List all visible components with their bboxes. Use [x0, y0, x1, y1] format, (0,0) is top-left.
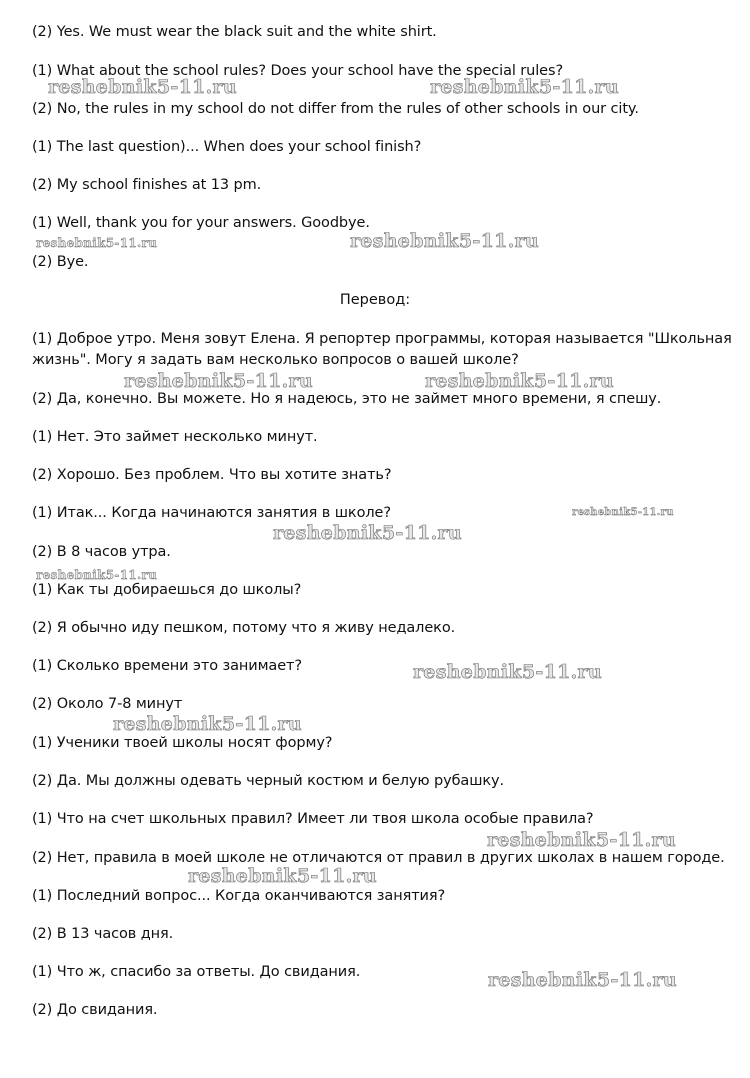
watermark: reshebnik5-11.ru [487, 829, 676, 851]
watermark: reshebnik5-11.ru [425, 370, 614, 392]
watermark: reshebnik5-11.ru [124, 370, 313, 392]
watermark: reshebnik5-11.ru [48, 76, 237, 98]
dialogue-line-en: (1) Well, thank you for your answers. Goodbye. [32, 215, 370, 231]
watermark: reshebnik5-11.ru [488, 969, 677, 991]
watermark: reshebnik5-11.ru [430, 76, 619, 98]
watermark: reshebnik5-11.ru [36, 568, 158, 582]
dialogue-line-ru: (2) Хорошо. Без проблем. Что вы хотите знать? [32, 467, 392, 483]
dialogue-line-ru: (1) Что ж, спасибо за ответы. До свидания. [32, 964, 361, 980]
dialogue-line-ru: (2) В 13 часов дня. [32, 926, 174, 942]
dialogue-line-ru: (2) Я обычно иду пешком, потому что я живу недалеко. [32, 620, 456, 636]
dialogue-line-ru: (1) Нет. Это займет несколько минут. [32, 429, 318, 445]
watermark: reshebnik5-11.ru [188, 865, 377, 887]
dialogue-line-ru: (1) Как ты добираешься до школы? [32, 582, 302, 598]
watermark: reshebnik5-11.ru [113, 713, 302, 735]
dialogue-line-en: (1) The last question)... When does your school finish? [32, 139, 422, 155]
watermark: reshebnik5-11.ru [572, 507, 674, 518]
dialogue-line-ru: (2) Да. Мы должны одевать черный костюм и белую рубашку. [32, 773, 505, 789]
dialogue-line-en: (2) No, the rules in my school do not differ from the rules of other schools in our city. [32, 101, 639, 117]
dialogue-line-en: (1) What about the school rules? Does your school have the special rules? [32, 63, 564, 79]
dialogue-line-ru: (2) Да, конечно. Вы можете. Но я надеюсь, это не займет много времени, я спешу. [32, 391, 662, 407]
watermark: reshebnik5-11.ru [413, 661, 602, 683]
dialogue-line-ru: (2) До свидания. [32, 1002, 158, 1018]
watermark: reshebnik5-11.ru [36, 236, 158, 250]
dialogue-line-ru: (1) Что на счет школьных правил? Имеет ли твоя школа особые правила? [32, 811, 594, 827]
dialogue-line-ru: (1) Итак... Когда начинаются занятия в школе? [32, 505, 391, 521]
dialogue-line-ru: (1) Доброе утро. Меня зовут Елена. Я репортер программы, которая называется "Школьная [32, 331, 732, 347]
translation-heading: Перевод: [339, 292, 411, 308]
dialogue-line-ru: (2) В 8 часов утра. [32, 544, 171, 560]
dialogue-line-en: (2) My school finishes at 13 pm. [32, 177, 262, 193]
watermark: reshebnik5-11.ru [273, 522, 462, 544]
dialogue-line-ru: (1) Ученики твоей школы носят форму? [32, 735, 333, 751]
watermark: reshebnik5-11.ru [350, 230, 539, 252]
dialogue-line-ru: (2) Нет, правила в моей школе не отличаются от правил в других школах в нашем городе. [32, 850, 725, 866]
dialogue-line-ru: (2) Около 7-8 минут [32, 696, 183, 712]
dialogue-line-en: (2) Bye. [32, 254, 89, 270]
dialogue-line-ru: (1) Последний вопрос... Когда оканчиваются занятия? [32, 888, 446, 904]
dialogue-line-ru: (1) Сколько времени это занимает? [32, 658, 302, 674]
dialogue-line-en: (2) Yes. We must wear the black suit and the white shirt. [32, 24, 437, 40]
dialogue-line-ru: жизнь". Могу я задать вам несколько вопросов о вашей школе? [32, 352, 519, 368]
